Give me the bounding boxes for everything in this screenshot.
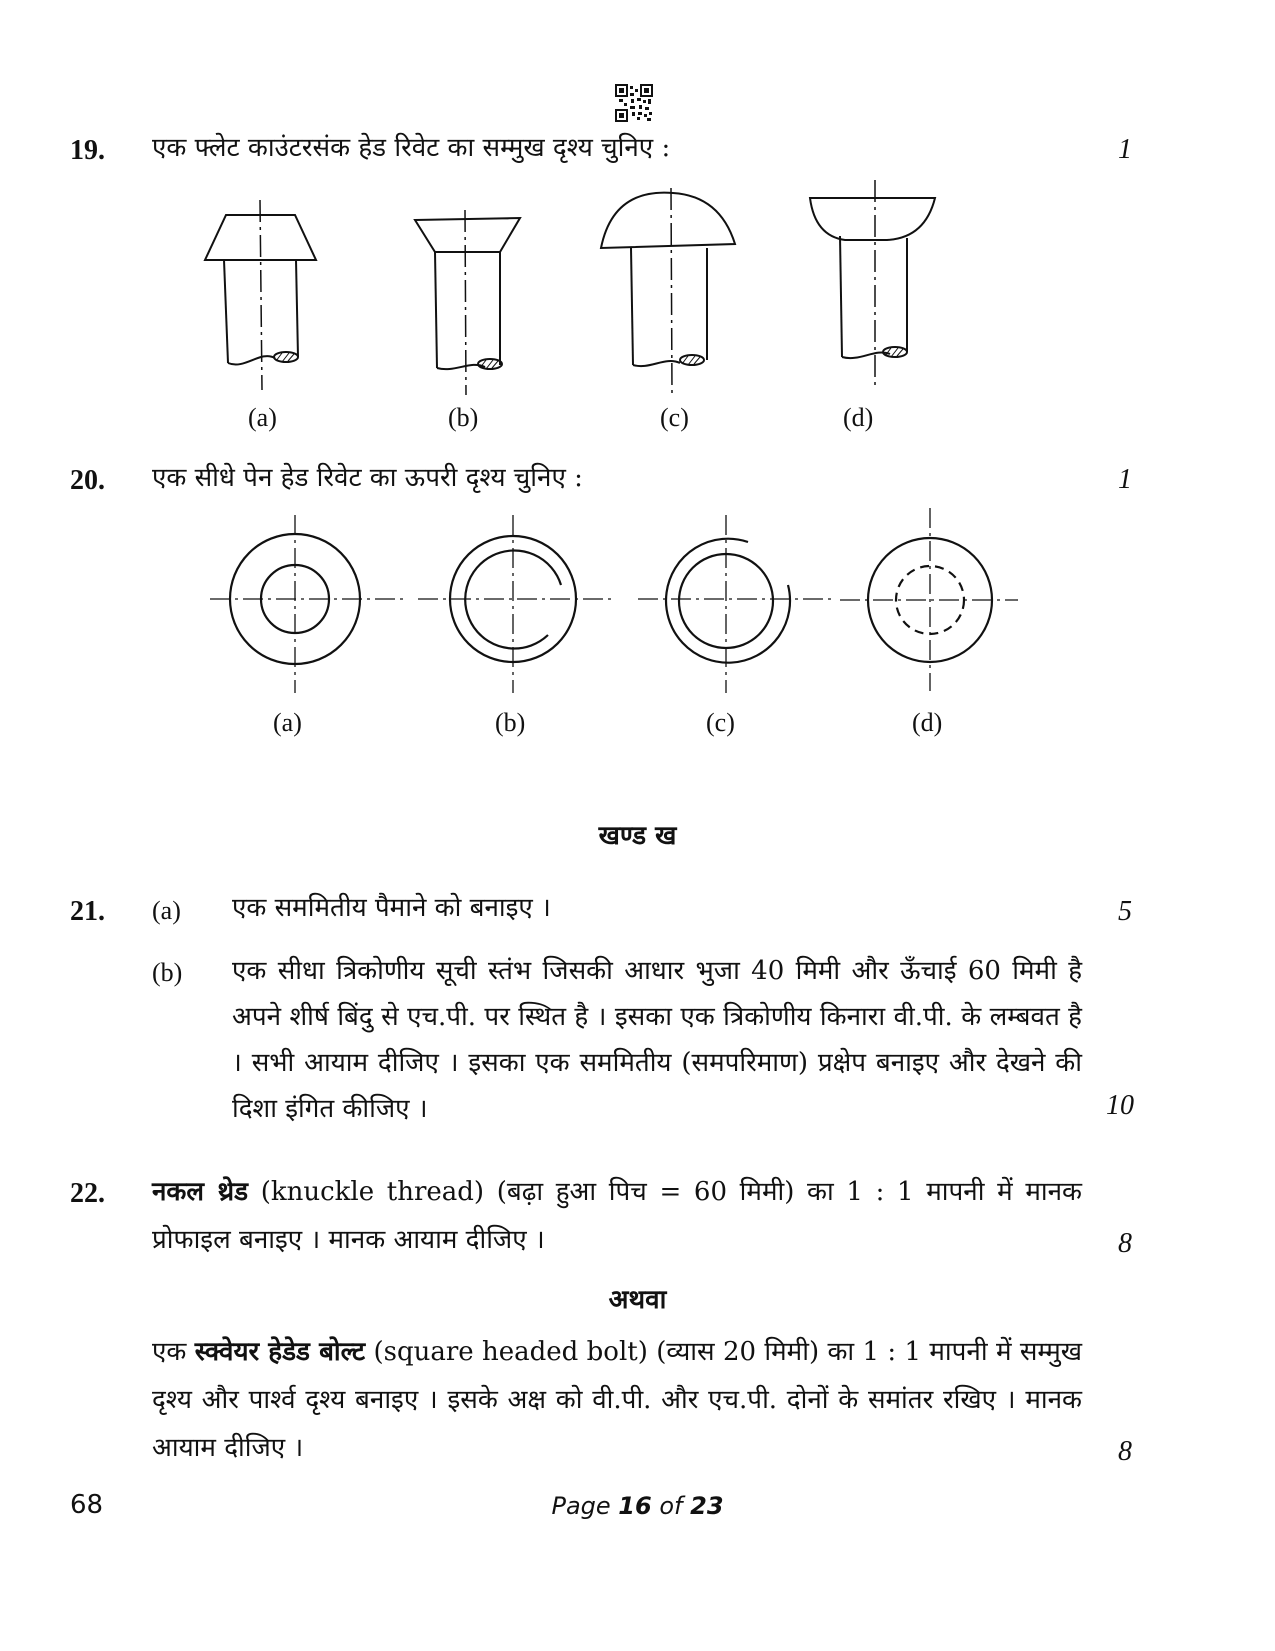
part-b-text: एक सीधा त्रिकोणीय सूची स्तंभ जिसकी आधार भुजा 40 मिमी और ऊँचाई 60 मिमी है अपने शीर्ष बिंदु से एच.पी. पर स्थित है । इसका एक त्रिकोणीय किनारा वी.पी. के लम्बवत है । सभी आयाम दीजिए । इसका एक सममितीय (समपरिमाण) प्रक्षेप बनाइए और देखने की दिशा इंगित कीजिए । (232, 956, 1082, 1124)
marks: 8 (1118, 1436, 1132, 1467)
question-text: एक सीधे पेन हेड रिवेट का ऊपरी दृश्य चुनिए : (152, 463, 583, 493)
rivet-front-view-d (805, 180, 945, 395)
page-prefix: Page (551, 1492, 611, 1520)
question-text (152, 1168, 1082, 1264)
part-label-b: (b) (152, 958, 183, 987)
rivet-top-view-a (210, 515, 410, 695)
paper-code: 68 (70, 1490, 104, 1520)
option-label-b: (b) (448, 403, 479, 432)
section-heading: खण्ड ख (598, 821, 677, 851)
question-body: (knuckle thread) (बढ़ा हुआ पिच = 60 मिमी) का 1 : 1 मापनी में मानक प्रोफाइल बनाइए । मानक आयाम दीजिए । (152, 1177, 1083, 1255)
option-label-a: (a) (273, 708, 302, 737)
option-label-c: (c) (660, 403, 689, 432)
page-current: 16 (618, 1492, 652, 1520)
rivet-top-view-d (840, 508, 1020, 693)
option-label-d: (d) (912, 708, 943, 737)
rivet-front-view-b (410, 210, 530, 400)
marks: 1 (1118, 464, 1132, 495)
marks: 8 (1118, 1228, 1132, 1259)
marks: 5 (1118, 896, 1132, 927)
alt-body: (square headed bolt) (व्यास 20 मिमी) का 1 : 1 मापनी में सम्मुख दृश्य और पार्श्व दृश्य बनाइए । इसके अक्ष को वी.पी. और एच.पी. दोनों के समांतर रखिए । मानक आयाम दीजिए । (152, 1337, 1083, 1463)
rivet-front-view-c (595, 188, 745, 403)
page-number (0, 1492, 1275, 1520)
marks: 10 (1106, 1090, 1134, 1121)
alt-prefix: एक (152, 1337, 187, 1367)
question-number: 20. (70, 465, 105, 496)
alternative-question-text (152, 1328, 1082, 1472)
part-label-a: (a) (152, 896, 181, 925)
or-label: अथवा (608, 1285, 667, 1315)
page-of: of (659, 1492, 683, 1520)
bold-term: नकल थ्रेड (152, 1177, 249, 1207)
rivet-top-view-c (638, 515, 838, 695)
question-number: 21. (70, 896, 105, 927)
option-label-b: (b) (495, 708, 526, 737)
question-number: 19. (70, 135, 105, 166)
option-label-c: (c) (706, 708, 735, 737)
rivet-top-view-b (418, 515, 618, 695)
part-a-text: एक सममितीय पैमाने को बनाइए । (232, 893, 551, 923)
bold-term: स्क्वेयर हेडेड बोल्ट (194, 1337, 366, 1367)
rivet-front-view-a (200, 200, 330, 400)
question-text: एक फ्लेट काउंटरसंक हेड रिवेट का सम्मुख दृश्य चुनिए : (152, 133, 671, 163)
option-label-a: (a) (248, 403, 277, 432)
option-label-d: (d) (843, 403, 874, 432)
question-number: 22. (70, 1178, 105, 1209)
qr-code-icon (615, 84, 653, 122)
page-total: 23 (690, 1492, 724, 1520)
marks: 1 (1118, 134, 1132, 165)
